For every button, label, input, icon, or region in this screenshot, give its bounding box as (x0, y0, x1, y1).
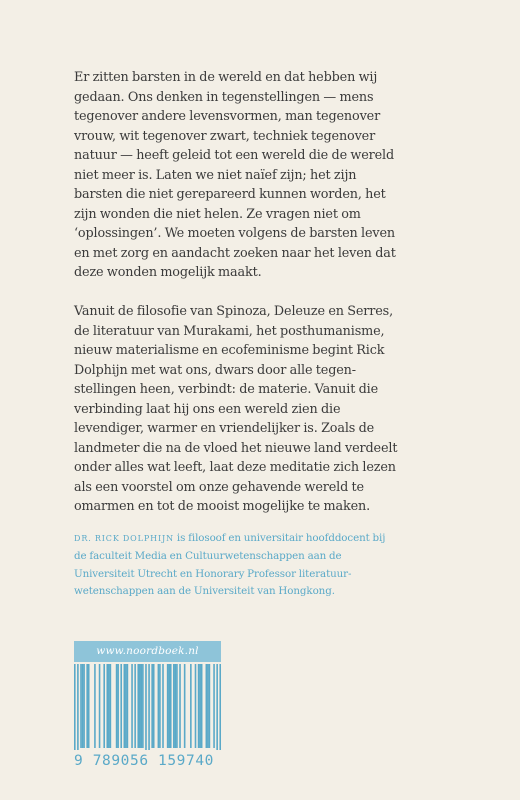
author-bio (74, 530, 394, 601)
barcode-bar (201, 664, 203, 748)
barcode-bar (145, 664, 147, 750)
barcode-bar (148, 664, 150, 750)
barcode-bar (131, 664, 133, 748)
barcode-bar (120, 664, 122, 748)
isbn-group-2: 789056 (92, 753, 149, 769)
barcode-bar (179, 664, 181, 748)
blurb-paragraph-1: Er zitten barsten in de wereld en dat hebben wij gedaan. Ons denken in tegenstellingen — mens tegenover andere levensvormen, man tegenover vrouw, wit tegenover zwart, techniek tegenover natuur — heeft geleid tot een wereld die de wereld niet meer is. Laten we niet naïef zijn; het zijn barsten die niet gerepareerd kunnen worden, het zijn wonden die niet helen. Ze vragen niet om ‘oplossingen’. We moeten volgens de barsten leven en met zorg en aandacht zoeken naar het leven dat deze wonden mogelijk maakt. (74, 70, 396, 281)
barcode-bar (213, 664, 215, 748)
barcode-bar (139, 664, 141, 748)
barcode-bar (82, 664, 84, 748)
barcode-bar (134, 664, 136, 748)
isbn-group-3: 159740 (158, 753, 214, 769)
barcode-bar (106, 664, 108, 748)
barcode-graphic (74, 664, 221, 750)
barcode-bar (124, 664, 126, 748)
isbn-group-1: 9 (74, 753, 84, 769)
barcode-bar (151, 664, 153, 748)
barcode-bar (94, 664, 96, 748)
barcode-bar (168, 664, 170, 748)
barcode-bar (216, 664, 218, 750)
barcode-bar (125, 664, 127, 748)
barcode-bar (117, 664, 119, 748)
barcode-bar (159, 664, 161, 748)
barcode-bar (190, 664, 192, 748)
barcode-bar (108, 664, 110, 748)
barcode-bar (184, 664, 186, 748)
barcode-bar (77, 664, 79, 750)
barcode-bar (141, 664, 143, 748)
barcode-bar (99, 664, 101, 748)
barcode-bar (173, 664, 175, 748)
isbn-number (74, 750, 221, 772)
barcode-bar (162, 664, 164, 748)
blurb-paragraph-2: Vanuit de filosofie van Spinoza, Deleuze en Serres, de literatuur van Murakami, het posthumanisme, nieuw materialisme en ecofeminisme begint Rick Dolphijn met wat ons, dwars door alle tegen-stellingen heen, verbindt: de materie. Vanuit die verbinding laat hij ons een wereld zien die levendiger, warmer en vriendelijker is. Zoals de landmeter die na de vloed het nieuwe land verdeelt onder alles wat leeft, laat deze meditatie zich lezen als een voorstel om onze gehavende wereld te omarmen en tot de mooist mogelijke te maken. (74, 304, 398, 515)
barcode-bar (170, 664, 172, 748)
barcode-bar (116, 664, 118, 748)
barcode-bar (86, 664, 88, 748)
barcode-bar (167, 664, 169, 748)
barcode-bar (137, 664, 139, 748)
barcode-bar (158, 664, 160, 748)
barcode-bar (198, 664, 200, 748)
barcode-bar (207, 664, 209, 748)
barcode-bar (219, 664, 221, 750)
barcode-bar (142, 664, 144, 748)
barcode-bar (80, 664, 82, 748)
barcode-bar (175, 664, 177, 748)
author-name: DR. RICK DOLPHIJN (74, 534, 175, 543)
publisher-website: www.noordboek.nl (74, 641, 221, 662)
barcode-bar (74, 664, 76, 750)
barcode-bar (209, 664, 211, 748)
barcode-bar (127, 664, 129, 748)
barcode-bar (176, 664, 178, 748)
author-bio-text: is filosoof en universitair hoofddocent bij de faculteit Media en Cultuurwetenschappen aan de Universiteit Utrecht en Honorary Professor literatuur-wetenschappen aan de Universiteit van Hongkong. (74, 532, 386, 598)
barcode-bar (88, 664, 90, 748)
barcode-bar (103, 664, 105, 748)
barcode-bar (153, 664, 155, 748)
barcode-bar (199, 664, 201, 748)
barcode-bar (195, 664, 197, 748)
barcode-bar (110, 664, 112, 748)
barcode-bar (83, 664, 85, 748)
barcode-bar (206, 664, 208, 748)
